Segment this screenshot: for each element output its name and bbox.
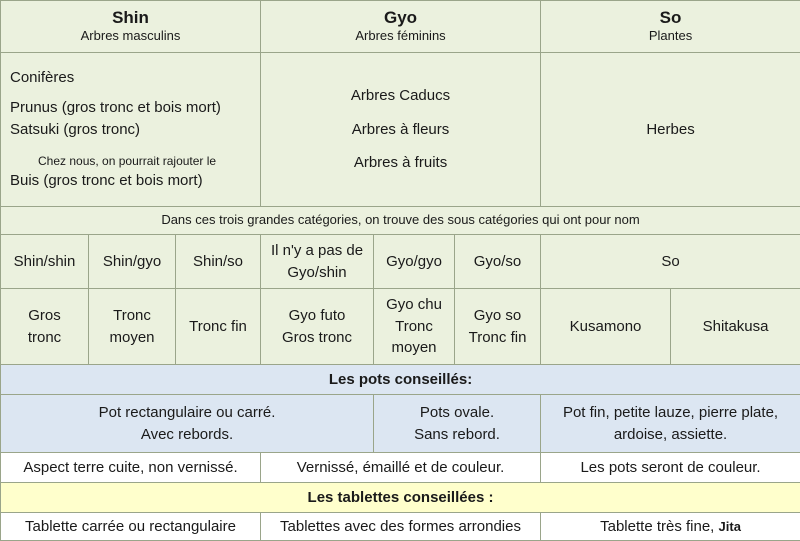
shin-tree-prunus: Prunus (gros tronc et bois mort) — [10, 97, 256, 119]
trunk-gyo-chu — [374, 289, 455, 365]
header-gyo-subtitle: Arbres féminins — [265, 28, 536, 45]
header-shin — [1, 1, 261, 53]
pots-so-aspect: Les pots seront de couleur. — [541, 453, 800, 483]
trunk-gros-tronc — [1, 289, 89, 365]
trunk-gyo-so-l2: Tronc fin — [459, 327, 536, 349]
gyo-tree-fleurs: Arbres à fleurs — [265, 119, 536, 141]
pots-gyo-l2: Sans rebord. — [378, 424, 536, 446]
pots-shin-l1: Pot rectangulaire ou carré. — [5, 402, 369, 424]
pots-gyo-l1: Pots ovale. — [378, 402, 536, 424]
header-so-subtitle: Plantes — [545, 28, 796, 45]
subcat-shin-gyo: Shin/gyo — [89, 235, 176, 289]
header-shin-title: Shin — [5, 8, 256, 28]
trunk-tronc-moyen-l1: Tronc — [93, 305, 171, 327]
subcat-gyo-so: Gyo/so — [455, 235, 541, 289]
pots-shin-l2: Avec rebords. — [5, 424, 369, 446]
subcat-so: So — [541, 235, 800, 289]
tablettes-so-jita: Jita — [719, 519, 741, 534]
header-so — [541, 1, 800, 53]
tablettes-so — [541, 513, 800, 541]
subcat-gyo-shin-label: Gyo/shin — [265, 262, 369, 284]
shin-tree-buis: Buis (gros tronc et bois mort) — [10, 170, 256, 192]
trunk-tronc-fin: Tronc fin — [176, 289, 261, 365]
trunk-gyo-futo — [261, 289, 374, 365]
pots-title: Les pots conseillés: — [1, 365, 800, 395]
trunk-gros-tronc-l1: Gros — [5, 305, 84, 327]
shin-trees-cell — [1, 53, 261, 207]
tablettes-title: Les tablettes conseillées : — [1, 483, 800, 513]
trunk-tronc-moyen — [89, 289, 176, 365]
shin-tree-satsuki: Satsuki (gros tronc) — [10, 119, 256, 141]
pots-gyo — [374, 395, 541, 453]
gyo-tree-fruits: Arbres à fruits — [265, 152, 536, 174]
trunk-gyo-so — [455, 289, 541, 365]
header-shin-subtitle: Arbres masculins — [5, 28, 256, 45]
header-so-title: So — [545, 8, 796, 28]
gyo-tree-caducs: Arbres Caducs — [265, 85, 536, 107]
pots-gyo-aspect: Vernissé, émaillé et de couleur. — [261, 453, 541, 483]
pots-so-l2: ardoise, assiette. — [545, 424, 796, 446]
subcat-gyo-shin-note: Il n'y a pas de — [265, 240, 369, 262]
trunk-tronc-moyen-l2: moyen — [93, 327, 171, 349]
shin-tree-note: Chez nous, on pourrait rajouter le — [10, 153, 256, 170]
trunk-gyo-chu-l1: Gyo chu — [378, 294, 450, 316]
tablettes-shin: Tablette carrée ou rectangulaire — [1, 513, 261, 541]
subcat-shin-so: Shin/so — [176, 235, 261, 289]
subcat-gyo-shin — [261, 235, 374, 289]
subcat-gyo-gyo: Gyo/gyo — [374, 235, 455, 289]
header-gyo-title: Gyo — [265, 8, 536, 28]
pots-so-l1: Pot fin, petite lauze, pierre plate, — [545, 402, 796, 424]
pots-shin-aspect: Aspect terre cuite, non vernissé. — [1, 453, 261, 483]
pots-so — [541, 395, 800, 453]
trunk-gyo-chu-l2: Tronc — [378, 316, 450, 338]
so-plants-cell — [541, 53, 800, 207]
so-plants-herbes: Herbes — [646, 121, 694, 138]
tablettes-so-text: Tablette très fine, — [600, 518, 714, 535]
trunk-gyo-so-l1: Gyo so — [459, 305, 536, 327]
trunk-gyo-futo-l2: Gros tronc — [265, 327, 369, 349]
trunk-kusamono: Kusamono — [541, 289, 671, 365]
shin-tree-coniferes: Conifères — [10, 67, 256, 89]
tablettes-gyo: Tablettes avec des formes arrondies — [261, 513, 541, 541]
gyo-trees-cell — [261, 53, 541, 207]
trunk-shitakusa: Shitakusa — [671, 289, 800, 365]
subcat-shin-shin: Shin/shin — [1, 235, 89, 289]
trunk-gyo-chu-l3: moyen — [378, 337, 450, 359]
subcategories-intro: Dans ces trois grandes catégories, on trouve des sous catégories qui ont pour nom — [1, 207, 800, 235]
trunk-gyo-futo-l1: Gyo futo — [265, 305, 369, 327]
header-gyo — [261, 1, 541, 53]
pots-shin — [1, 395, 374, 453]
trunk-gros-tronc-l2: tronc — [5, 327, 84, 349]
